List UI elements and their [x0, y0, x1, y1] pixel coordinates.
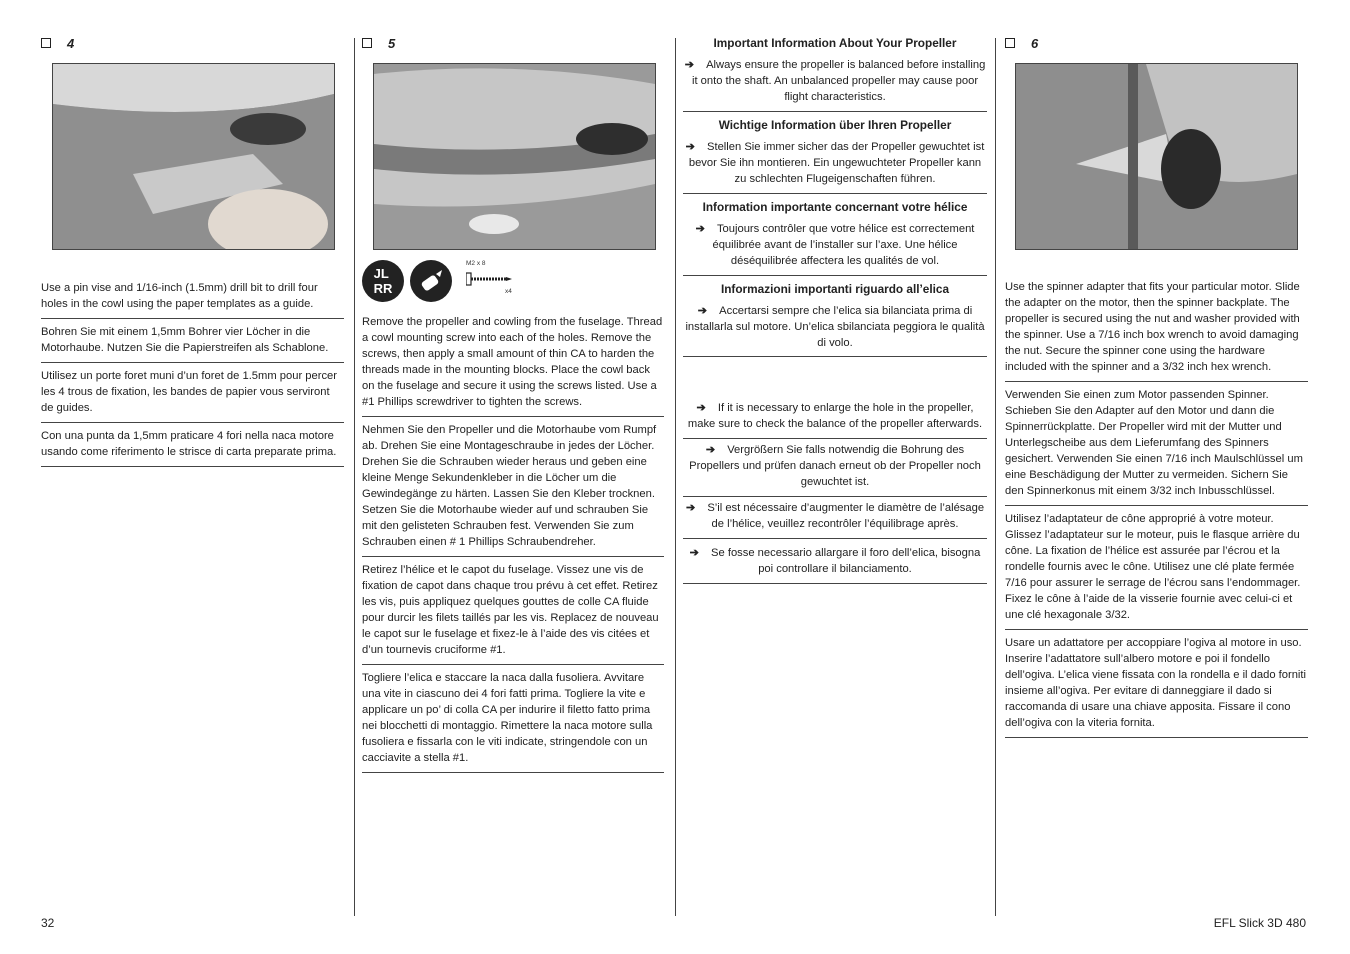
- spinner-illustration: [1016, 64, 1297, 249]
- info-text-en: ➔ Always ensure the propeller is balanced before installing it onto the shaft. An unbalanced propeller may cause poor flight characteristics.: [683, 54, 987, 112]
- page-number: 32: [41, 916, 55, 930]
- step-checkbox[interactable]: [362, 38, 372, 48]
- info-text-it: ➔ Accertarsi sempre che l’elica sia bilanciata prima di installarla sul motore. Un’elica sbilanciata peggiora le qualità di volo.: [683, 300, 987, 357]
- instruction-de: Bohren Sie mit einem 1,5mm Bohrer vier Löcher in die Motorhaube. Nutzen Sie die Papierstreifen als Schablone.: [41, 319, 344, 363]
- instruction-it: Con una punta da 1,5mm praticare 4 fori nella naca motore usando come riferimento le strisce di carta preparate prima.: [41, 423, 344, 467]
- arrow-icon: ➔: [685, 141, 696, 153]
- arrow-icon: ➔: [695, 223, 705, 235]
- step-5-photo: [373, 63, 656, 250]
- instruction-it: Usare un adattatore per accoppiare l’ogiva al motore in uso. Inserire l’adattatore sull’albero motore e poi il fondello dell’ogiva. L’elica viene fissata con la rondella e il dado forniti insieme all’ogiva. Per evitare di danneggiare il dado si raccomanda di usare una chiave apposita. Fissare il cono dell’ogiva con la viteria fornita.: [1005, 630, 1308, 738]
- note-de: ➔ Vergrößern Sie falls notwendig die Bohrung des Propellers und prüfen danach erneut ob der Propeller noch gewuchtet ist.: [683, 439, 987, 497]
- step-6-header: [1005, 34, 1308, 52]
- step-number: 6: [1031, 35, 1039, 51]
- document-title: EFL Slick 3D 480: [1213, 916, 1306, 930]
- info-title-de: Wichtige Information über Ihren Propeller: [718, 118, 952, 132]
- note-fr: ➔ S’il est nécessaire d’augmenter le diamètre de l’alésage de l’hélice, veuillez recontrôler l’équilibrage après.: [683, 497, 987, 539]
- instruction-en: Remove the propeller and cowling from the fuselage. Thread a cowl mounting screw into each of the holes. Remove the screws, then apply a small amount of thin CA to harden the threads made in the mounting blocks. Place the cowl back on the fuselage and secure it using the screws listed. Use a #1 Phillips screwdriver to tighten the screws.: [362, 314, 664, 417]
- step-checkbox[interactable]: [41, 38, 51, 48]
- instruction-fr: Utilisez l’adaptateur de cône approprié à votre moteur. Glissez l’adaptateur sur le moteur, puis le flasque arrière du cône. La fixation de l’hélice est assurée par l’écrou et la rondelle fournis avec le cône. Utilisez une clé plate fermée 7/16 pour assurer le serrage de l’écrou sans l’endommager. Fixez le cône à l’aide de la visserie fournie avec celui-ci et une clé hexagonale 3/32.: [1005, 506, 1308, 630]
- info-title-fr: Information importante concernant votre hélice: [702, 200, 968, 214]
- arrow-icon: ➔: [684, 59, 695, 71]
- instruction-fr: Retirez l’hélice et le capot du fuselage. Vissez une vis de fixation de capot dans chaque trou prévu à cet effet. Retirez les vis, puis appliquez quelques gouttes de colle CA fluide pour durcir les filets taillés par les vis. Replacez de nouveau le capot sur le fuselage et fixez-le à l’aide des vis citées et d’un tournevis cruciforme #1.: [362, 557, 664, 665]
- step-4-photo: [52, 63, 335, 250]
- info-title-it: Informazioni importanti riguardo all’elica: [720, 282, 950, 296]
- note-en: ➔ If it is necessary to enlarge the hole in the propeller, make sure to check the balance of the propeller afterwards.: [683, 397, 987, 439]
- step-5-header: [362, 34, 664, 52]
- info-text-de: ➔ Stellen Sie immer sicher das der Propeller gewuchtet ist bevor Sie ihn montieren. Ein ungewuchteter Propeller kann zu schlechten Flugeigenschaften führen.: [683, 136, 987, 194]
- step-checkbox[interactable]: [1005, 38, 1015, 48]
- step-6-photo: [1015, 63, 1298, 250]
- screw-size-label: M2 x 8: [466, 260, 486, 267]
- instruction-en: Use a pin vise and 1/16-inch (1.5mm) drill bit to drill four holes in the cowl using the paper templates as a guide.: [41, 280, 344, 319]
- instruction-en: Use the spinner adapter that fits your particular motor. Slide the adapter on the motor, then the spinner backplate. The propeller is secured using the nut and washer provided with the spinner. Use a 7/16 inch box wrench to avoid damaging the nut. Secure the spinner cone using the hardware included with the spinner and a 3/32 inch hex wrench.: [1005, 279, 1308, 382]
- step-number: 5: [388, 35, 396, 51]
- instruction-de: Nehmen Sie den Propeller und die Motorhaube vom Rumpf ab. Drehen Sie eine Montageschraube in jedes der Löcher. Drehen Sie die Schrauben wieder heraus und geben eine kleine Menge Sekundenkleber in die Löcher um die Gewindegänge zu härten. Lassen Sie den Kleber trocknen. Setzen Sie die Motorhaube wieder auf und schrauben Sie mit den gelisteten Schrauben fest. Verwenden Sie zum Schrauben einen # 1 Phillips Schraubendreher.: [362, 417, 664, 557]
- screw-icon: [466, 270, 516, 290]
- cowl-installed-illustration: [374, 64, 655, 249]
- column-divider: [995, 38, 996, 916]
- step-5-column: [362, 34, 664, 773]
- note-it: ➔ Se fosse necessario allargare il foro dell’elica, bisogna poi controllare il bilanciamento.: [683, 539, 987, 584]
- instruction-de: Verwenden Sie einen zum Motor passenden Spinner. Schieben Sie den Adapter auf den Motor und dann die Spinnerrückplatte. Der Propeller wird mit der Mutter und Unterlegscheibe aus dem Lieferumfang des Spinners gesichert. Verwenden Sie einen 7/16 inch Maulschlüssel um eine Beschädigung der Mutter zu vermeiden. Sichern Sie den Spinnerkonus mit einem 3/32 inch Inbusschlüssel.: [1005, 382, 1308, 506]
- column-divider: [354, 38, 355, 916]
- glue-bottle-icon: [418, 268, 444, 294]
- arrow-icon: ➔: [705, 444, 716, 456]
- step-number: 4: [67, 35, 75, 51]
- info-text-fr: ➔ Toujours contrôler que votre hélice est correctement équilibrée avant de l’installer sur l’axe. Une hélice déséquilibrée affectera les qualités de vol.: [683, 218, 987, 276]
- info-title-en: Important Information About Your Propeller: [713, 36, 957, 50]
- arrow-icon: ➔: [689, 547, 700, 559]
- arrow-icon: ➔: [697, 305, 708, 317]
- screw-quantity: x4: [505, 288, 512, 295]
- instruction-fr: Utilisez un porte foret muni d’un foret de 1.5mm pour percer les 4 trous de fixation, les bandes de papier vous serviront de guides.: [41, 363, 344, 423]
- ca-glue-icon: [410, 260, 452, 302]
- drilling-cowl-illustration: [53, 64, 334, 249]
- arrow-icon: ➔: [685, 502, 696, 514]
- screwdriver-icon: JL RR: [362, 260, 404, 302]
- screw-spec: [464, 260, 520, 302]
- column-divider: [675, 38, 676, 916]
- step-6-column: [1005, 34, 1308, 738]
- instruction-it: Togliere l’elica e staccare la naca dalla fusoliera. Avvitare una vite in ciascuno dei 4 fori fatti prima. Togliere la vite e applicare un po’ di colla CA per indurire il filetto fatto prima nei blocchetti di montaggio. Rimettere la naca motore sulla fusoliera e fissarla con le viti indicate, stringendole con un cacciavite a stella #1.: [362, 665, 664, 773]
- step-4-header: [41, 34, 344, 52]
- propeller-info-column: [683, 33, 987, 584]
- step-4-column: [41, 34, 344, 467]
- tool-icons: [362, 260, 664, 302]
- arrow-icon: ➔: [696, 402, 706, 414]
